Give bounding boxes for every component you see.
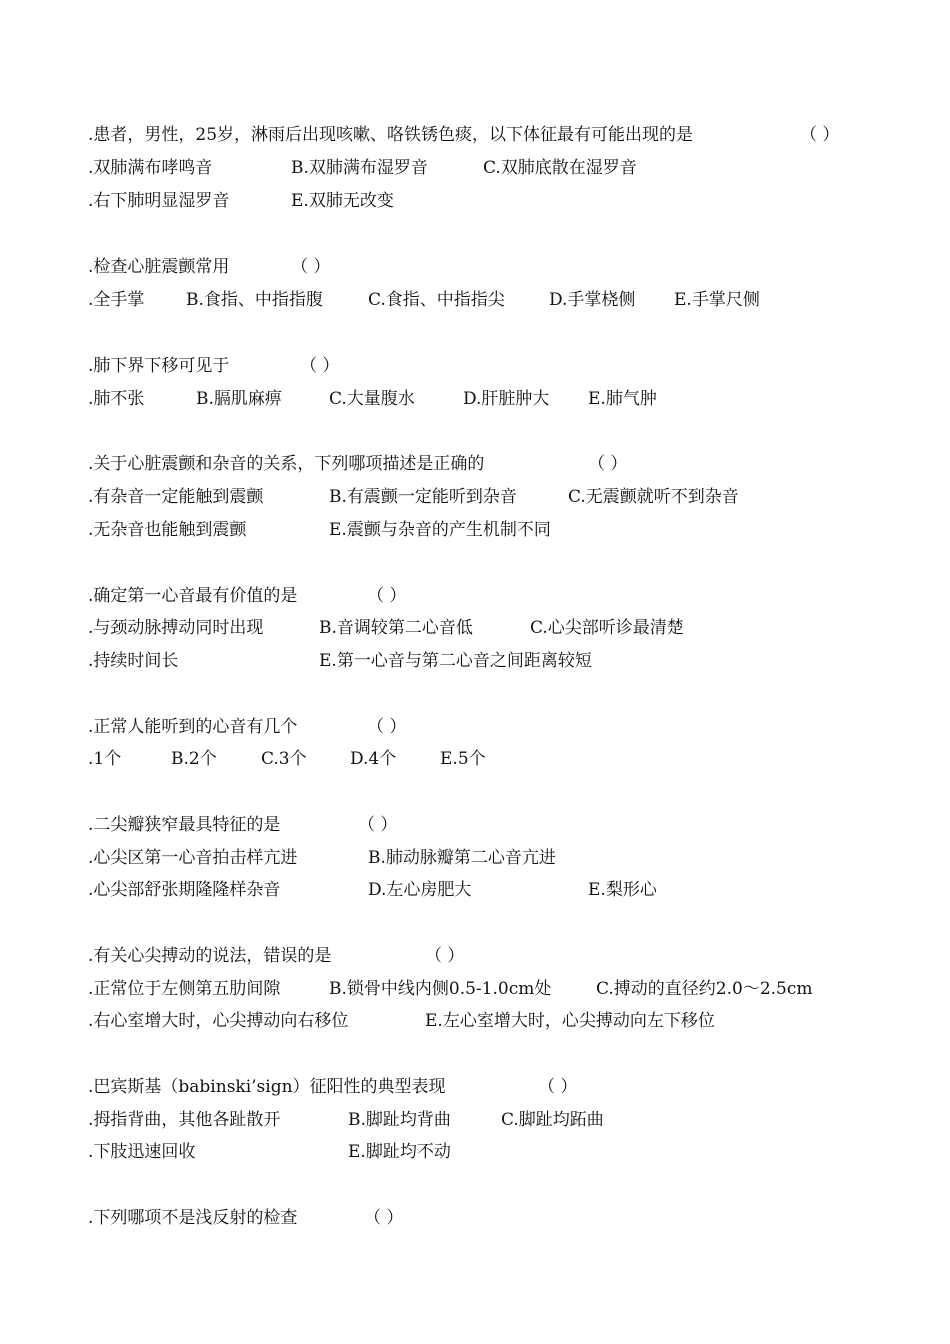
option: .与颈动脉搏动同时出现 [88,618,264,638]
option: E.5个 [440,749,486,769]
option: E.第一心音与第二心音之间距离较短 [319,651,592,671]
option: B.食指、中指指腹 [186,290,323,310]
option: B.肺动脉瓣第二心音亢进 [368,848,556,868]
answer-parentheses: （ ） [588,454,628,474]
option: .右下肺明显湿罗音 [88,191,230,211]
question-text: .肺下界下移可见于 [88,356,230,376]
option: C.无震颤就听不到杂音 [568,487,739,507]
option: .下肢迅速回收 [88,1142,196,1162]
option: C.双肺底散在湿罗音 [483,158,637,178]
option: B.有震颤一定能听到杂音 [329,487,517,507]
option: B.双肺满布湿罗音 [291,158,428,178]
option: C.脚趾均跖曲 [501,1110,604,1130]
question-text: .下列哪项不是浅反射的检查 [88,1208,298,1228]
option: E.脚趾均不动 [348,1142,451,1162]
option: D.肝脏肿大 [463,389,550,409]
option: E.左心室增大时，心尖搏动向左下移位 [425,1011,715,1031]
option: .有杂音一定能触到震颤 [88,487,264,507]
option: .正常位于左侧第五肋间隙 [88,979,281,999]
option: C.搏动的直径约2.0～2.5cm [596,979,813,999]
question-text: .确定第一心音最有价值的是 [88,586,298,606]
question-text: .二尖瓣狭窄最具特征的是 [88,815,281,835]
question-text: .巴宾斯基（babinski’sign）征阳性的典型表现 [88,1077,446,1097]
option: B.脚趾均背曲 [348,1110,451,1130]
answer-parentheses: （ ） [364,1208,404,1228]
option: D.手掌桡侧 [549,290,636,310]
answer-parentheses: （ ） [367,717,407,737]
option: .无杂音也能触到震颤 [88,520,247,540]
option: .全手掌 [88,290,145,310]
answer-parentheses: （ ） [300,356,340,376]
answer-parentheses: （ ） [800,125,840,145]
option: .肺不张 [88,389,145,409]
question-text: .关于心脏震颤和杂音的关系，下列哪项描述是正确的 [88,454,485,474]
answer-parentheses: （ ） [425,946,465,966]
option: C.心尖部听诊最清楚 [530,618,684,638]
option: .1个 [88,749,122,769]
option: .心尖部舒张期隆隆样杂音 [88,880,281,900]
answer-parentheses: （ ） [358,815,398,835]
question-text: .检查心脏震颤常用 [88,257,230,277]
option: E.肺气肿 [588,389,657,409]
option: C.大量腹水 [329,389,415,409]
option: B.2个 [171,749,217,769]
question-text: .正常人能听到的心音有几个 [88,717,298,737]
option: .拇指背曲，其他各趾散开 [88,1110,281,1130]
option: E.手掌尺侧 [674,290,760,310]
option: E.震颤与杂音的产生机制不同 [329,520,551,540]
answer-parentheses: （ ） [538,1077,578,1097]
option: C.食指、中指指尖 [368,290,505,310]
answer-parentheses: （ ） [291,257,331,277]
option: B.锁骨中线内侧0.5-1.0cm处 [329,979,552,999]
option: E.梨形心 [588,880,657,900]
option: .双肺满布哮鸣音 [88,158,213,178]
option: D.4个 [350,749,397,769]
answer-parentheses: （ ） [367,586,407,606]
option: D.左心房肥大 [368,880,472,900]
question-text: .有关心尖搏动的说法，错误的是 [88,946,332,966]
option: .心尖区第一心音拍击样亢进 [88,848,298,868]
option: .右心室增大时，心尖搏动向右移位 [88,1011,349,1031]
option: B.音调较第二心音低 [319,618,473,638]
question-text: .患者，男性，25岁，淋雨后出现咳嗽、咯铁锈色痰，以下体征最有可能出现的是 [88,125,694,145]
option: C.3个 [261,749,307,769]
option: .持续时间长 [88,651,179,671]
option: B.膈肌麻痹 [196,389,282,409]
option: E.双肺无改变 [291,191,394,211]
